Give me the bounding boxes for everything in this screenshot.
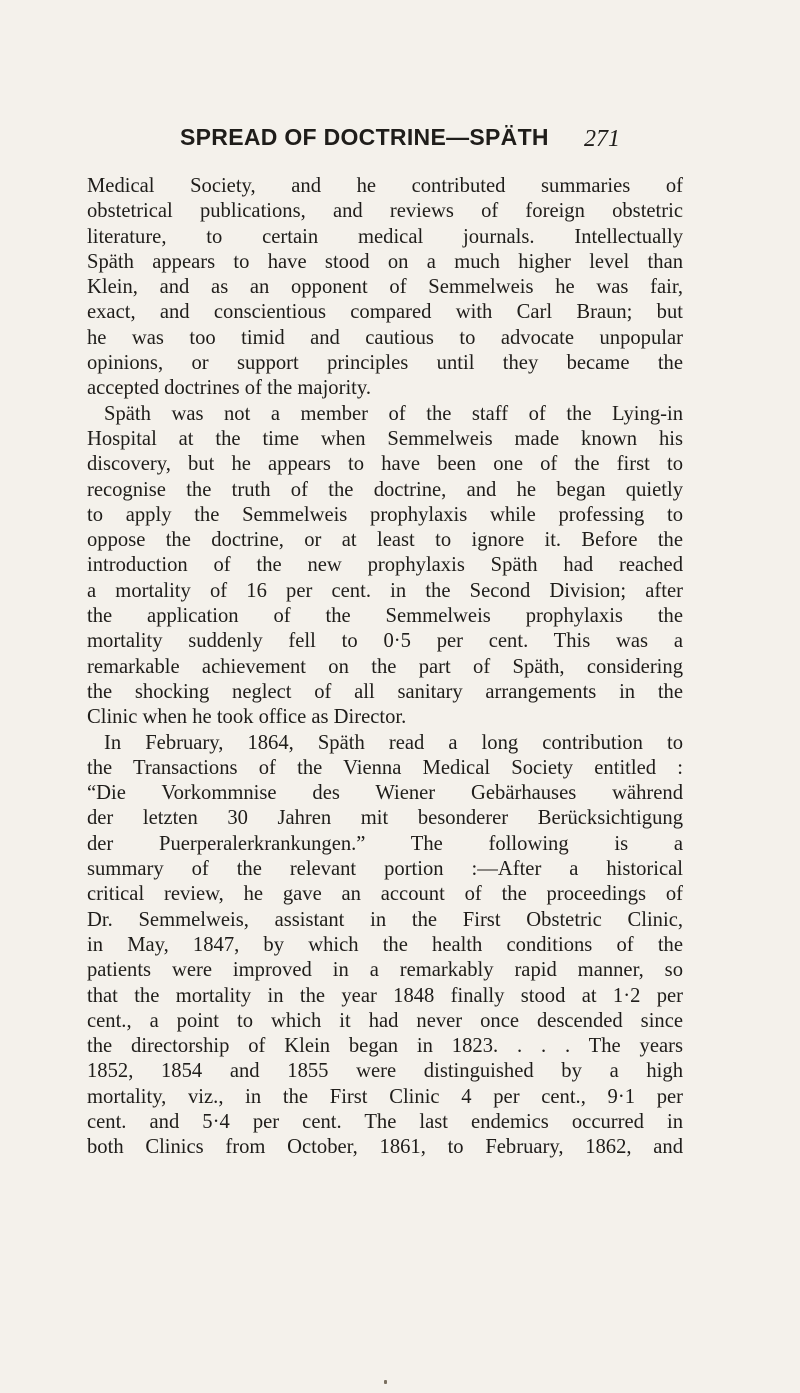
text-line: to apply the Semmelweis prophylaxis while professing to	[87, 503, 683, 526]
text-line: Medical Society, and he contributed summaries of	[87, 175, 683, 197]
text-line: the Transactions of the Vienna Medical Society entitled :	[87, 756, 683, 779]
text-line: 1852, 1854 and 1855 were distinguished by a high	[87, 1060, 683, 1083]
body-text	[87, 174, 683, 1161]
text-line: Dr. Semmelweis, assistant in the First Obstetric Clinic,	[87, 908, 683, 931]
text-line: remarkable achievement on the part of Späth, considering	[87, 655, 683, 678]
text-line: cent., a point to which it had never once descended since	[87, 1009, 683, 1032]
text-line: recognise the truth of the doctrine, and he began quietly	[87, 478, 683, 501]
text-line: oppose the doctrine, or at least to ignore it. Before the	[87, 529, 683, 552]
text-line: the application of the Semmelweis prophylaxis the	[87, 605, 683, 628]
text-line: exact, and conscientious compared with Carl Braun; but	[87, 301, 683, 324]
text-line: the shocking neglect of all sanitary arrangements in the	[87, 680, 683, 703]
text-line: literature, to certain medical journals. Intellectually	[87, 225, 683, 248]
running-head	[0, 121, 800, 157]
text-line: der Puerperalerkrankungen.” The following is a	[87, 832, 683, 855]
text-line: in May, 1847, by which the health conditions of the	[87, 933, 683, 956]
text-line: Clinic when he took office as Director.	[87, 706, 407, 729]
text-line: “Die Vorkommnise des Wiener Gebärhauses während	[87, 782, 683, 805]
text-line: accepted doctrines of the majority.	[87, 377, 371, 400]
text-line: discovery, but he appears to have been one of the first to	[87, 453, 683, 476]
text-line: critical review, he gave an account of the proceedings of	[87, 883, 683, 906]
text-line: the directorship of Klein began in 1823. . . . The years	[87, 1035, 683, 1058]
printing-speck	[384, 1380, 387, 1384]
page-number: 271	[584, 126, 620, 152]
text-line: Späth appears to have stood on a much higher level than	[87, 250, 683, 273]
text-line: cent. and 5·4 per cent. The last endemics occurred in	[87, 1110, 683, 1133]
text-line: obstetrical publications, and reviews of foreign obstetric	[87, 200, 683, 223]
text-line: introduction of the new prophylaxis Späth had reached	[87, 554, 683, 577]
text-line: der letzten 30 Jahren mit besonderer Berücksichtigung	[87, 807, 683, 830]
text-line: Späth was not a member of the staff of the Lying-in	[104, 402, 683, 425]
text-line: Klein, and as an opponent of Semmelweis he was fair,	[87, 276, 683, 299]
running-title: SPREAD OF DOCTRINE—SPÄTH	[180, 124, 549, 150]
text-line: mortality suddenly fell to 0·5 per cent. This was a	[87, 630, 683, 653]
text-line: Hospital at the time when Semmelweis made known his	[87, 427, 683, 450]
text-line: that the mortality in the year 1848 finally stood at 1·2 per	[87, 984, 683, 1007]
text-line: mortality, viz., in the First Clinic 4 per cent., 9·1 per	[87, 1085, 683, 1108]
text-line: a mortality of 16 per cent. in the Second Division; after	[87, 579, 683, 602]
text-line: he was too timid and cautious to advocate unpopular	[87, 326, 683, 349]
text-line: summary of the relevant portion :—After a historical	[87, 858, 683, 881]
text-line: opinions, or support principles until they became the	[87, 352, 683, 375]
text-line: patients were improved in a remarkably rapid manner, so	[87, 959, 683, 982]
text-line: both Clinics from October, 1861, to February, 1862, and	[87, 1136, 683, 1159]
text-line: In February, 1864, Späth read a long contribution to	[104, 731, 683, 754]
